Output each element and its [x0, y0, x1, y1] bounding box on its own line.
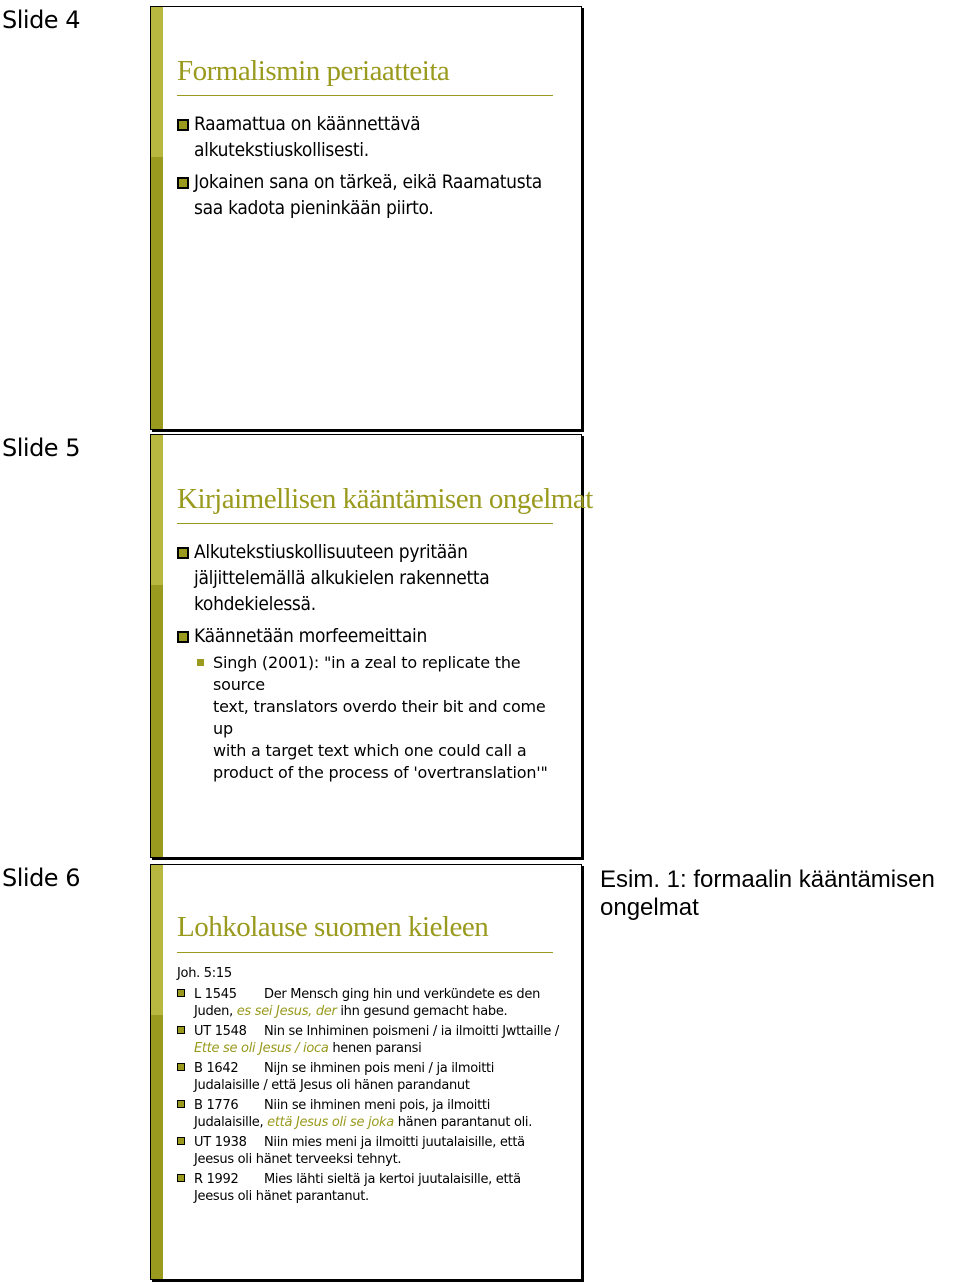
slide-4-bullets [177, 111, 567, 221]
list-item: Jokainen sana on tärkeä, eikä Raamatusta saa kadota pieninkään piirto. [177, 169, 567, 221]
list-item: Raamattua on käännettävä alkutekstiuskollisesti. [177, 111, 567, 163]
title-rule [177, 523, 553, 524]
slide-4-title: Formalismin periaatteita [177, 55, 450, 87]
slide-4 [150, 6, 582, 430]
slide-5-title: Kirjaimellisen kääntämisen ongelmat [177, 483, 593, 515]
slide-6-bullets [177, 986, 577, 1205]
slide-stripe [151, 7, 163, 429]
slide-4-label: Slide 4 [2, 6, 80, 34]
scripture-reference: Joh. 5:15 [177, 966, 232, 981]
list-item: Alkutekstiuskollisuuteen pyritään jäljittelemällä alkukielen rakennetta kohdekielessä. [177, 539, 567, 617]
slide-5-label: Slide 5 [2, 434, 80, 462]
list-item: B 1776 Niin se ihminen meni pois, ja ilmoitti Judalaisille, että Jesus oli se joka hänen parantanut oli. [177, 1097, 577, 1131]
square-bullet-icon [177, 1174, 185, 1182]
list-item: L 1545 Der Mensch ging hin und verkündete es den Juden, es sei Jesus, der ihn gesund gemacht habe. [177, 986, 577, 1020]
square-bullet-icon [197, 659, 204, 666]
list-item: UT 1548 Nin se Inhiminen poismeni / ia ilmoitti Jwttaille / Ette se oli Jesus / ioca henen paransi [177, 1023, 577, 1057]
slide-stripe [151, 865, 163, 1279]
slide-5 [150, 434, 593, 858]
square-bullet-icon [177, 989, 185, 997]
square-bullet-icon [177, 1100, 185, 1108]
slide-note: Esim. 1: formaalin kääntämisen ongelmat [600, 866, 935, 921]
slide-5-bullets [177, 539, 567, 649]
square-bullet-icon [177, 1137, 185, 1145]
list-item: B 1642 Nijn se ihminen pois meni / ja ilmoitti Judalaisille / että Jesus oli hänen parandanut [177, 1060, 577, 1094]
list-item: UT 1938 Niin mies meni ja ilmoitti juutalaisille, että Jeesus oli hänet terveeksi tehnyt. [177, 1134, 577, 1168]
slide-6-label: Slide 6 [2, 864, 80, 892]
square-bullet-icon [177, 1063, 185, 1071]
title-rule [177, 95, 553, 96]
square-bullet-icon [177, 547, 189, 559]
list-item: R 1992 Mies lähti sieltä ja kertoi juutalaisille, että Jeesus oli hänet parantanut. [177, 1171, 577, 1205]
slide-stripe [151, 435, 163, 857]
square-bullet-icon [177, 119, 189, 131]
slide-5-subbullets [197, 652, 567, 784]
square-bullet-icon [177, 631, 189, 643]
list-item: Singh (2001): "in a zeal to replicate the source text, translators overdo their bit and come up with a target text which one could call a product of the process of 'overtranslation'" [197, 652, 567, 784]
slide-6 [150, 864, 582, 1280]
list-item: Käännetään morfeemeittain [177, 623, 567, 649]
slide-6-title: Lohkolause suomen kieleen [177, 911, 489, 943]
title-rule [177, 952, 553, 953]
square-bullet-icon [177, 1026, 185, 1034]
square-bullet-icon [177, 177, 189, 189]
